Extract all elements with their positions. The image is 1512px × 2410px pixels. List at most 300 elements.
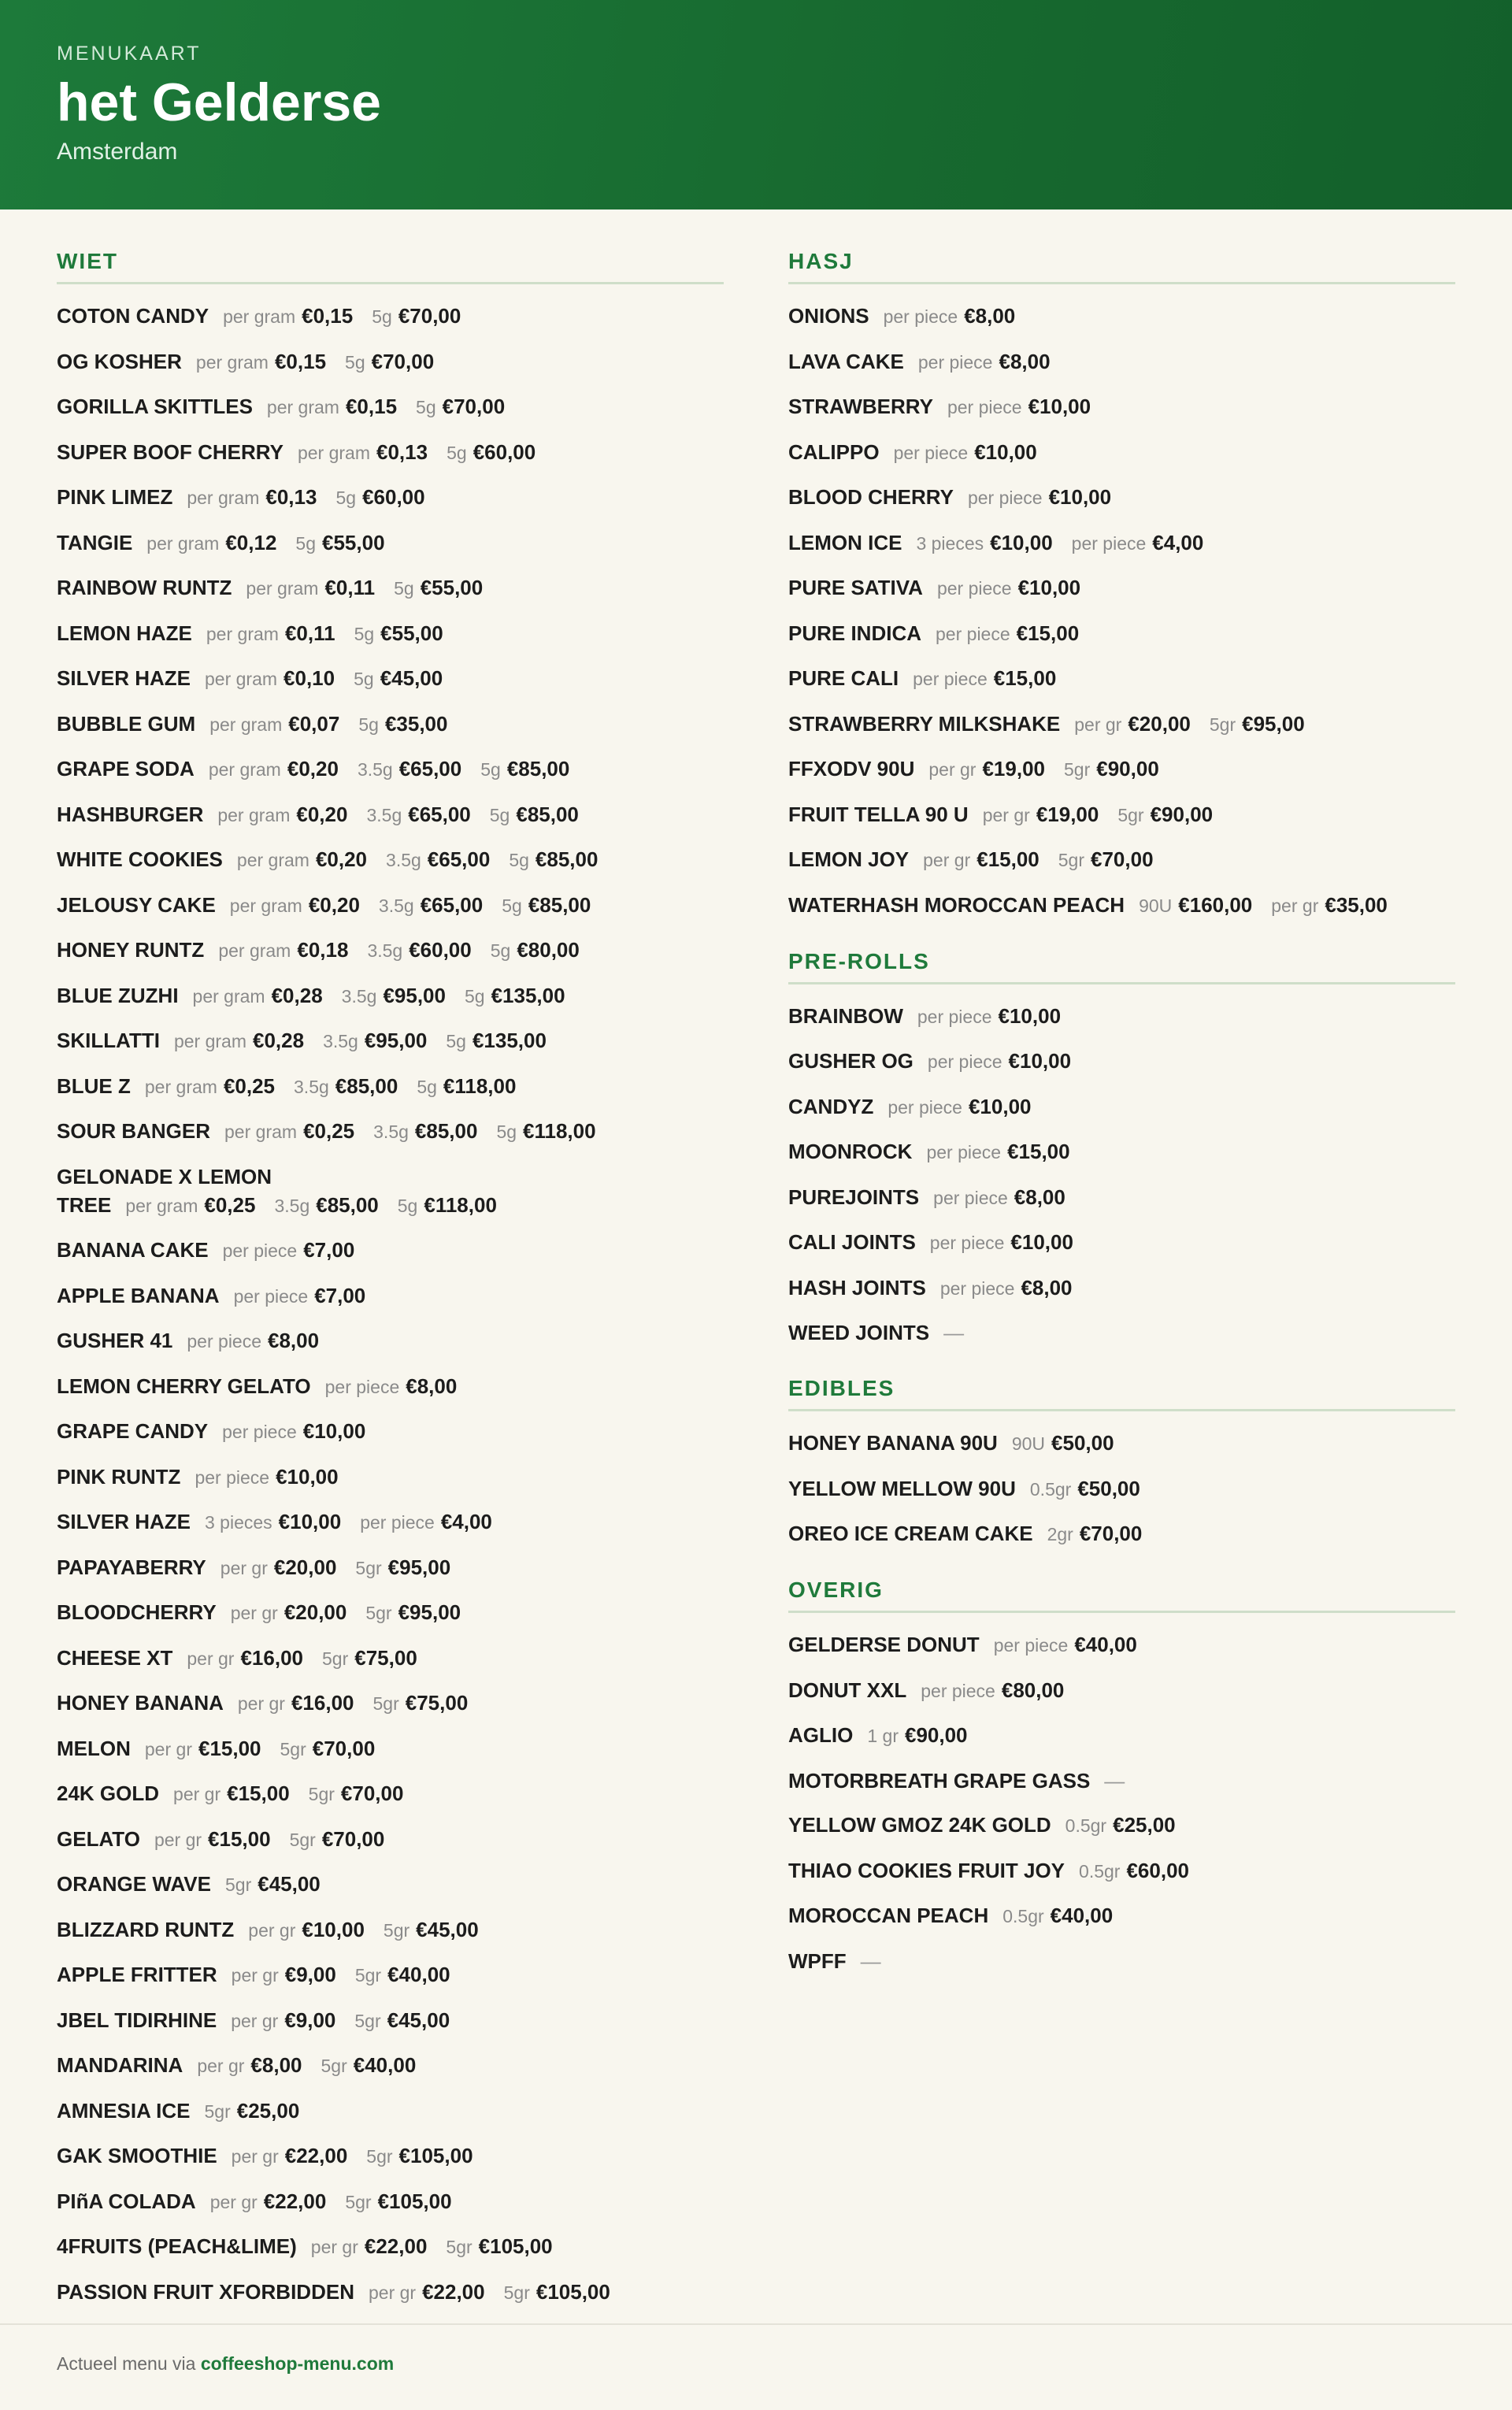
price-unit: 3.5g (294, 1076, 329, 1097)
price-amount: €85,00 (335, 1073, 398, 1098)
menu-item (788, 392, 1455, 421)
price-amount: €35,00 (1325, 892, 1388, 917)
price-amount: €135,00 (472, 1029, 547, 1052)
price-amount: €40,00 (387, 1963, 450, 1986)
item-name: HONEY BANANA 90U (788, 1431, 998, 1455)
item-name: BLIZZARD RUNTZ (57, 1917, 235, 1941)
item-name: PASSION FRUIT XFORBIDDEN (57, 2279, 354, 2304)
item-name: FFXODV 90U (788, 757, 915, 780)
menu-item (788, 483, 1455, 512)
price-unit: 5g (416, 397, 436, 417)
price-amount: €0,25 (223, 1073, 276, 1098)
price-amount: €0,11 (324, 576, 376, 599)
item-price (373, 1119, 477, 1143)
item-name: COTON CANDY (57, 304, 209, 328)
price-unit: 0.5gr (1002, 1906, 1044, 1926)
menu-item (57, 347, 724, 376)
item-price (940, 1276, 1073, 1300)
price-unit: 5gr (1064, 759, 1091, 780)
menu-item (57, 845, 724, 874)
item-price (417, 1074, 516, 1098)
price-unit: 5g (446, 1031, 466, 1051)
item-price (928, 757, 1045, 780)
item-price (928, 1049, 1071, 1073)
price-unit: per piece (917, 351, 993, 373)
item-price (237, 847, 367, 871)
price-amount: €80,00 (517, 938, 580, 962)
price-amount: €8,00 (250, 2053, 302, 2077)
menu-section (788, 949, 1455, 1348)
item-price (354, 2008, 450, 2032)
price-amount: €10,00 (302, 1419, 366, 1443)
price-amount: €10,00 (990, 530, 1053, 554)
price-amount: €8,00 (406, 1374, 458, 1398)
price-amount: €0,15 (345, 395, 398, 418)
price-amount: €20,00 (284, 1600, 347, 1624)
item-price (232, 1963, 336, 1986)
item-price (335, 485, 424, 509)
price-unit: per gr (237, 1693, 285, 1714)
item-price (205, 666, 335, 690)
price-unit: 5g (358, 714, 379, 735)
item-price (386, 847, 490, 871)
price-amount: €15,00 (227, 1782, 290, 1805)
price-amount: €15,00 (976, 847, 1040, 871)
price-amount: €85,00 (528, 892, 591, 917)
item-price (504, 2280, 610, 2304)
menu-item (788, 1002, 1455, 1031)
item-name: PUREJOINTS (788, 1185, 920, 1209)
price-unit: per piece (936, 578, 1012, 599)
price-amount: €0,20 (315, 847, 368, 871)
item-price (309, 1782, 404, 1805)
price-amount: €0,10 (284, 666, 335, 690)
price-unit: 5g (394, 578, 414, 599)
price-amount: €40,00 (353, 2053, 417, 2077)
section-title: WIET (57, 249, 724, 284)
item-name: RAINBOW RUNTZ (57, 576, 232, 599)
item-name: PINK LIMEZ (57, 485, 173, 509)
price-amount: €70,00 (398, 304, 461, 328)
item-name: AMNESIA ICE (57, 2098, 191, 2123)
price-amount: €105,00 (478, 2234, 553, 2258)
menu-item (57, 1281, 724, 1311)
price-amount: €45,00 (387, 2008, 450, 2032)
price-amount: €160,00 (1178, 892, 1253, 917)
menu-item (788, 1721, 1455, 1750)
item-price (125, 1193, 255, 1217)
item-price (325, 1374, 458, 1398)
price-amount: €0,15 (302, 304, 354, 328)
item-price (372, 304, 461, 328)
item-price (867, 1723, 967, 1747)
price-unit: per gr (928, 759, 976, 780)
price-amount: €55,00 (380, 621, 443, 645)
item-name: PIñA COLADA (57, 2189, 196, 2213)
menu-item (788, 1856, 1455, 1885)
price-unit: 5g (372, 306, 392, 327)
item-price (365, 1600, 461, 1624)
item-price (884, 304, 1016, 328)
price-amount: €85,00 (506, 757, 570, 780)
price-amount: €95,00 (387, 1555, 451, 1579)
item-price (345, 2189, 451, 2213)
price-unit: per piece (913, 669, 988, 689)
price-unit: per gr (231, 2010, 279, 2031)
price-unit: per gram (217, 804, 291, 825)
price-amount: €15,00 (993, 666, 1057, 690)
price-amount: €0,18 (297, 938, 349, 962)
price-amount: €65,00 (408, 802, 471, 826)
price-amount: €75,00 (405, 1691, 469, 1715)
menu-item (788, 1047, 1455, 1076)
item-price (446, 2234, 552, 2258)
price-unit: 5g (397, 1195, 418, 1216)
item-price (1030, 1477, 1140, 1500)
price-amount: €4,00 (1152, 530, 1204, 554)
item-price (1117, 803, 1213, 826)
menu-item (57, 302, 724, 331)
price-unit: per gr (231, 1965, 279, 1985)
menu-item (788, 1901, 1455, 1930)
price-unit: per gr (173, 1784, 221, 1804)
item-price (918, 350, 1051, 373)
price-amount: €85,00 (535, 847, 598, 871)
price-amount: €7,00 (314, 1283, 366, 1307)
item-price (197, 2053, 302, 2077)
footer-link[interactable]: coffeeshop-menu.com (200, 2353, 395, 2374)
price-unit: per gram (229, 895, 302, 916)
price-unit: per gram (209, 714, 283, 735)
item-name: OREO ICE CREAM CAKE (788, 1522, 1033, 1545)
item-price (1072, 531, 1204, 554)
item-price (366, 803, 470, 826)
item-name: CANDYZ (788, 1094, 874, 1118)
price-amount: €95,00 (383, 983, 446, 1007)
item-price (968, 485, 1111, 509)
menu-footer (0, 2323, 1512, 2410)
item-price (295, 531, 384, 554)
price-unit: per piece (993, 1635, 1069, 1655)
price-amount: €15,00 (1016, 621, 1080, 645)
price-unit: per gr (197, 2056, 245, 2076)
price-amount: €118,00 (523, 1119, 596, 1143)
price-unit: per gram (192, 985, 265, 1007)
price-unit: per gram (173, 1031, 246, 1051)
price-unit: 5g (354, 669, 374, 689)
price-amount: €10,00 (974, 439, 1037, 464)
item-price (1139, 893, 1252, 917)
item-name: BLUE Z (57, 1073, 131, 1098)
price-amount: €85,00 (516, 802, 579, 826)
item-price (248, 1918, 365, 1941)
item-price (196, 350, 326, 373)
price-unit: 3.5g (367, 940, 403, 961)
price-unit: per gr (231, 2146, 279, 2167)
item-price (369, 2280, 485, 2304)
menu-item (57, 2278, 724, 2307)
price-unit: per piece (926, 1142, 1002, 1162)
item-name: WPFF (788, 1948, 847, 1973)
menu-item (57, 800, 724, 829)
price-unit: 5gr (322, 1648, 349, 1669)
item-name: APPLE BANANA (57, 1283, 220, 1307)
item-price (354, 621, 443, 645)
menu-item (788, 1429, 1455, 1458)
price-amount: €0,20 (296, 802, 348, 826)
price-unit: 5g (354, 623, 375, 644)
menu-item (57, 981, 724, 1010)
item-price (342, 984, 446, 1007)
item-price (1074, 712, 1191, 736)
price-unit: per gram (125, 1195, 198, 1216)
price-unit: per gr (1074, 714, 1122, 735)
menu-item (788, 438, 1455, 467)
price-amount: €85,00 (316, 1192, 379, 1217)
item-price (947, 395, 1091, 418)
item-price (218, 938, 348, 962)
price-unit: 3.5g (357, 759, 393, 780)
price-unit: per piece (936, 623, 1010, 644)
item-name: CALI JOINTS (788, 1230, 916, 1254)
item-name: MELON (57, 1736, 131, 1760)
item-name: WEED JOINTS (788, 1321, 930, 1344)
price-amount: €135,00 (491, 983, 565, 1007)
price-unit: per piece (933, 1187, 1008, 1208)
price-unit: 5gr (354, 2010, 381, 2031)
price-unit: 5g (480, 759, 501, 780)
item-price (1210, 712, 1305, 736)
price-unit: 5gr (366, 2146, 393, 2167)
item-name: SOUR BANGER (57, 1119, 211, 1143)
menu-item (57, 1507, 724, 1537)
item-price (146, 531, 276, 554)
price-amount: €25,00 (236, 2098, 300, 2123)
price-unit: per piece (929, 1233, 1005, 1253)
item-price (280, 1737, 376, 1760)
item-price (222, 1419, 365, 1443)
price-unit: per gr (248, 1919, 296, 1941)
price-unit: per piece (947, 397, 1022, 417)
menu-item (788, 1274, 1455, 1303)
price-amount: €0,15 (274, 349, 327, 373)
item-name: LEMON CHERRY GELATO (57, 1374, 311, 1398)
menu-item (788, 347, 1455, 376)
item-price (174, 1029, 304, 1052)
price-unit: per gr (144, 1738, 192, 1759)
price-amount: €90,00 (904, 1723, 968, 1747)
item-price (1012, 1431, 1114, 1455)
menu-item (788, 800, 1455, 829)
price-unit: 5gr (345, 2191, 372, 2212)
price-unit: per piece (195, 1466, 270, 1488)
price-unit: 1 gr (867, 1726, 899, 1746)
menu-item (57, 1689, 724, 1718)
price-unit: per gram (246, 578, 319, 599)
price-unit: 3.5g (274, 1195, 310, 1216)
price-unit: 5g (502, 895, 522, 916)
price-amount: €105,00 (398, 2144, 473, 2167)
menu-item (57, 1553, 724, 1582)
price-unit: 5g (509, 850, 529, 870)
price-amount: €0,25 (204, 1192, 256, 1217)
price-unit: per piece (360, 1512, 435, 1533)
menu-item (788, 755, 1455, 784)
item-price (173, 1782, 290, 1805)
item-price (994, 1633, 1137, 1656)
price-amount: €40,00 (1074, 1633, 1137, 1656)
item-name: BUBBLE GUM (57, 711, 196, 736)
price-amount: €0,13 (376, 439, 428, 464)
item-price (354, 666, 443, 690)
item-name: GELONADE X LEMON TREE (57, 1164, 272, 1217)
price-amount: €90,00 (1150, 802, 1214, 826)
price-unit: 5gr (446, 2237, 472, 2257)
price-unit: per piece (222, 1422, 297, 1442)
item-name: ORANGE WAVE (57, 1872, 211, 1896)
price-amount: €10,00 (1008, 1049, 1072, 1073)
price-amount: €9,00 (284, 2008, 336, 2032)
menu-item (57, 1915, 724, 1945)
item-name: WHITE COOKIES (57, 847, 223, 871)
item-name: CHEESE XT (57, 1645, 173, 1670)
shop-name: het Gelderse (57, 72, 381, 132)
price-amount: €15,00 (1007, 1140, 1070, 1163)
item-price (145, 1737, 261, 1760)
item-price (446, 1029, 547, 1052)
price-unit: 5gr (1058, 850, 1085, 870)
menu-item (788, 891, 1455, 920)
price-unit: per piece (917, 1006, 992, 1027)
item-name: SUPER BOOF CHERRY (57, 439, 284, 464)
price-unit: 0.5gr (1079, 1860, 1121, 1882)
item-price (360, 1510, 492, 1533)
item-price (416, 395, 505, 418)
item-name: WATERHASH MOROCCAN PEACH (788, 892, 1125, 917)
price-unit: per gram (187, 488, 260, 508)
item-price (379, 893, 483, 917)
price-amount: €40,00 (1050, 1904, 1114, 1927)
item-name: HASH JOINTS (788, 1275, 926, 1300)
item-name: GUSHER 41 (57, 1329, 173, 1352)
price-unit: 5gr (1209, 714, 1236, 735)
price-amount: €8,00 (268, 1329, 320, 1352)
price-amount: €0,13 (265, 485, 317, 509)
menu-column-right (788, 249, 1455, 2320)
price-unit: 5g (345, 351, 365, 373)
item-price (355, 1555, 450, 1579)
price-unit: 5g (295, 532, 317, 554)
price-amount: €90,00 (1096, 757, 1159, 780)
menu-item (788, 1228, 1455, 1257)
menu-item (57, 2232, 724, 2261)
item-price (195, 1465, 338, 1489)
item-price (465, 984, 565, 1007)
item-price (1079, 1859, 1189, 1882)
price-amount: €10,00 (998, 1003, 1062, 1028)
item-price (209, 757, 339, 780)
item-name: DONUT XXL (788, 1678, 907, 1702)
price-amount: €70,00 (1091, 847, 1154, 871)
item-name: MOTORBREATH GRAPE GASS (788, 1768, 1091, 1793)
price-unit: per gram (266, 397, 339, 417)
price-unit: per gram (144, 1076, 217, 1097)
menu-item (788, 1474, 1455, 1503)
price-unit: 90U (1139, 895, 1173, 916)
price-unit: 5g (335, 488, 357, 508)
item-price (321, 2053, 417, 2077)
item-name: HASHBURGER (57, 802, 204, 826)
price-amount: €50,00 (1051, 1431, 1114, 1455)
item-price (1065, 1813, 1176, 1837)
price-amount: €15,00 (198, 1736, 261, 1760)
section-title: EDIBLES (788, 1376, 1455, 1411)
price-unit: per gr (982, 804, 1030, 825)
menu-item (788, 1676, 1455, 1705)
item-price (187, 485, 317, 509)
item-price (234, 1284, 366, 1307)
price-unit: 2gr (1047, 1524, 1073, 1544)
item-price (1064, 757, 1159, 780)
price-amount: €22,00 (422, 2279, 485, 2304)
menu-item (57, 936, 724, 965)
menu-section (788, 249, 1455, 920)
item-name: BLUE ZUZHI (57, 983, 179, 1007)
item-price (936, 621, 1079, 645)
item-price (224, 1119, 354, 1143)
price-unit: per gr (209, 2191, 258, 2212)
item-name: PURE CALI (788, 666, 899, 690)
price-unit: per piece (893, 442, 969, 463)
price-unit: per gr (187, 1648, 235, 1669)
item-price (187, 1646, 303, 1670)
menu-item (57, 1326, 724, 1355)
price-amount: €9,00 (284, 1963, 336, 1986)
item-price (294, 1074, 398, 1098)
item-name: BLOOD CHERRY (788, 485, 954, 509)
menu-item (57, 2187, 724, 2216)
menu-item (57, 1734, 724, 1763)
price-amount: €22,00 (364, 2234, 428, 2258)
item-price (193, 984, 323, 1007)
item-price (933, 1185, 1065, 1209)
price-amount: €0,25 (303, 1119, 355, 1143)
menu-item (57, 710, 724, 739)
item-name: 24K GOLD (57, 1782, 160, 1805)
item-price (323, 1029, 427, 1052)
item-name: STRAWBERRY MILKSHAKE (788, 711, 1061, 736)
menu-item (788, 528, 1455, 558)
menu-section (57, 249, 724, 2307)
price-amount: €60,00 (362, 485, 425, 509)
price-unit: per gram (195, 351, 269, 373)
price-amount: €19,00 (1036, 802, 1099, 826)
menu-item (57, 573, 724, 602)
item-name: GRAPE SODA (57, 757, 195, 780)
price-unit: 5gr (308, 1784, 335, 1804)
item-name: SILVER HAZE (57, 1510, 191, 1533)
price-amount: €55,00 (420, 576, 484, 599)
price-amount: €70,00 (312, 1736, 376, 1760)
price-unit: per piece (939, 1277, 1015, 1299)
price-amount: €45,00 (416, 1917, 479, 1941)
menu-kicker: MENUKAART (57, 43, 202, 65)
item-name: THIAO COOKIES FRUIT JOY (788, 1858, 1065, 1882)
price-unit: per piece (927, 1051, 1002, 1072)
price-unit: per gr (310, 2237, 358, 2257)
menu-item (788, 1183, 1455, 1212)
price-unit: per piece (324, 1376, 400, 1397)
